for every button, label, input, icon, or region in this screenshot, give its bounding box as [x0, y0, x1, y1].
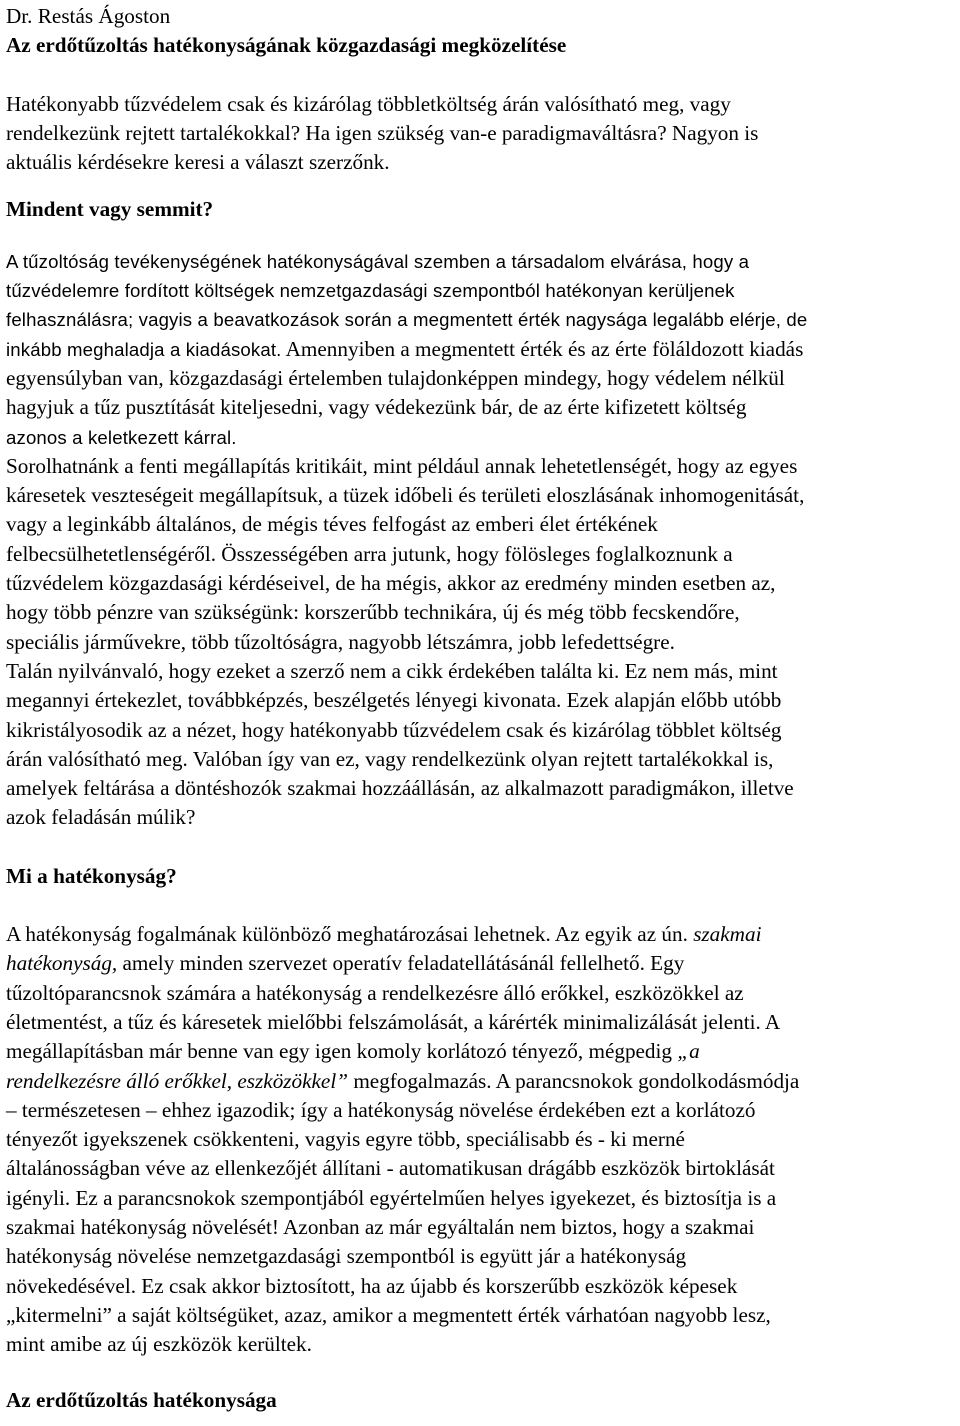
italic-quote: rendelkezésre álló erőkkel, eszközökkel”	[6, 1068, 349, 1093]
section-heading-hatekonysag: Mi a hatékonyság?	[6, 863, 177, 888]
lead-line: rendelkezünk rejtett tartalékokkal? Ha igen szükség van-e paradigmaváltásra? Nagyon is	[6, 120, 759, 145]
paragraph-2	[6, 452, 958, 657]
italic-term: hatékonyság,	[6, 951, 118, 976]
paragraph-line: amelyek feltárása a döntéshozók szakmai hozzáállásán, az alkalmazott paradigmákon, illetve	[6, 776, 794, 801]
paragraph-4	[6, 920, 958, 1359]
paragraph-line: tűzvédelemre fordított költségek nemzetgazdasági szempontból hatékonyan kerüljenek	[6, 280, 735, 302]
paragraph-line: „kitermelni” a saját költségüket, azaz, amikor a megmentett érték várhatóan nagyobb lesz,	[6, 1302, 771, 1327]
paragraph-line	[6, 920, 958, 949]
italic-quote: „a	[677, 1039, 700, 1064]
lead-line: aktuális kérdésekre keresi a választ szerzőnk.	[6, 150, 390, 175]
author-name: Dr. Restás Ágoston	[6, 4, 171, 28]
section-heading-mindent: Mindent vagy semmit?	[6, 197, 214, 222]
paragraph-line: hatékonyság növelése nemzetgazdasági szempontból is együtt jár a hatékonyság	[6, 1244, 687, 1269]
lead-line: Hatékonyabb tűzvédelem csak és kizárólag többletköltség árán valósítható meg, vagy	[6, 91, 731, 116]
paragraph-line: árán valósítható meg. Valóban így van ez, vagy rendelkezünk olyan rejtett tartalékokkal is,	[6, 746, 774, 771]
paragraph-line: megannyi értekezlet, továbbképzés, beszélgetés lényegi kivonata. Ezek alapján előbb utóbb	[6, 688, 782, 713]
paragraph-line: tényezőt igyekszenek csökkenteni, vagyis egyre több, speciálisabb és - ki merné	[6, 1127, 685, 1152]
paragraph-line: A tűzoltóság tevékenységének hatékonyságával szemben a társadalom elvárása, hogy a	[6, 250, 750, 272]
paragraph-fragment: amely minden szervezet operatív feladatellátásánál fellelhető. Egy	[117, 951, 685, 976]
paragraph-line: káresetek veszteségeit megállapítsuk, a tüzek időbeli és területi eloszlásának inhomogenitását,	[6, 483, 805, 508]
paragraph-line: általánosságban véve az ellenkezőjét állítani - automatikusan drágább eszközök birtoklását	[6, 1156, 775, 1181]
paragraph-line: azonos a keletkezett kárral.	[6, 426, 237, 448]
paragraph-line: tűzvédelem közgazdasági kérdéseivel, de ha mégis, akkor az eredmény minden esetben az,	[6, 571, 776, 596]
paragraph-line: kikristályosodik az a nézet, hogy hatékonyabb tűzvédelem csak és kizárólag többlet költség	[6, 717, 782, 742]
paragraph-line: növekedésével. Ez csak akkor biztosított, ha az újabb és korszerűbb eszközök képesek	[6, 1273, 738, 1298]
paragraph-line: egyensúlyban van, közgazdasági értelemben tulajdonképpen mindegy, hogy védelem nélkül	[6, 365, 785, 390]
paragraph-line	[6, 1067, 958, 1096]
lead-paragraph	[6, 90, 958, 178]
paragraph-fragment: inkább meghaladja a kiadásokat.	[6, 338, 282, 360]
paragraph-line: életmentést, a tűz és káresetek mielőbbi felszámolását, a kárérték minimalizálását jelenti. A	[6, 1009, 781, 1034]
document-page	[6, 0, 958, 1416]
paragraph-line	[6, 949, 958, 978]
section-heading-erdotuzoltas: Az erdőtűzoltás hatékonysága	[6, 1388, 277, 1413]
paragraph-line	[6, 1037, 958, 1066]
paragraph-line: hagyjuk a tűz pusztítását kiteljesedni, vagy védekezünk bár, de az érte kifizetett költség	[6, 395, 747, 420]
paragraph-fragment: A hatékonyság fogalmának különböző meghatározásai lehetnek. Az egyik az ún.	[6, 922, 694, 947]
paragraph-line: hogy több pénzre van szükségünk: korszerűbb technikára, új és még több fecskendőre,	[6, 600, 740, 625]
paragraph-line: tűzoltóparancsnok számára a hatékonyság a rendelkezésre álló erőkkel, eszközökkel az	[6, 980, 744, 1005]
paragraph-line: felbecsülhetetlenségéről. Összességében arra jutunk, hogy fölösleges foglalkoznunk a	[6, 541, 733, 566]
article-title: Az erdőtűzoltás hatékonyságának közgazdasági megközelítése	[6, 33, 567, 58]
paragraph-line: Talán nyilvánvaló, hogy ezeket a szerző nem a cikk érdekében találta ki. Ez nem más, mint	[6, 658, 778, 683]
paragraph-fragment: megfogalmazás. A parancsnokok gondolkodásmódja	[348, 1068, 800, 1093]
paragraph-line: Sorolhatnánk a fenti megállapítás kritikáit, mint például annak lehetetlenségét, hogy az egyes	[6, 453, 798, 478]
paragraph-line: vagy a leginkább általános, de mégis téves felfogást az emberi élet értékének	[6, 512, 658, 537]
paragraph-line: azok feladásán múlik?	[6, 805, 196, 830]
paragraph-line: mint amibe az új eszközök kerültek.	[6, 1332, 312, 1357]
italic-term: szakmai	[693, 922, 762, 947]
paragraph-line	[6, 335, 958, 364]
paragraph-1	[6, 247, 958, 452]
paragraph-3	[6, 657, 958, 833]
paragraph-fragment: Amennyiben a megmentett érték és az érte föláldozott kiadás	[281, 336, 804, 361]
paragraph-fragment: megállapításban már benne van egy igen komoly korlátozó tényező, mégpedig	[6, 1039, 678, 1064]
paragraph-line: – természetesen – ehhez igazodik; így a hatékonyság növelése érdekében ezt a korlátozó	[6, 1097, 756, 1122]
paragraph-line: igényli. Ez a parancsnokok szempontjából egyértelműen helyes igyekezet, és biztosítja is a	[6, 1185, 777, 1210]
paragraph-line: felhasználásra; vagyis a beavatkozások során a megmentett érték nagysága legalább elérje, de	[6, 309, 808, 331]
paragraph-line: szakmai hatékonyság növelését! Azonban az már egyáltalán nem biztos, hogy a szakmai	[6, 1214, 755, 1239]
paragraph-line: speciális járművekre, több tűzoltóságra, nagyobb létszámra, jobb lefedettségre.	[6, 629, 675, 654]
